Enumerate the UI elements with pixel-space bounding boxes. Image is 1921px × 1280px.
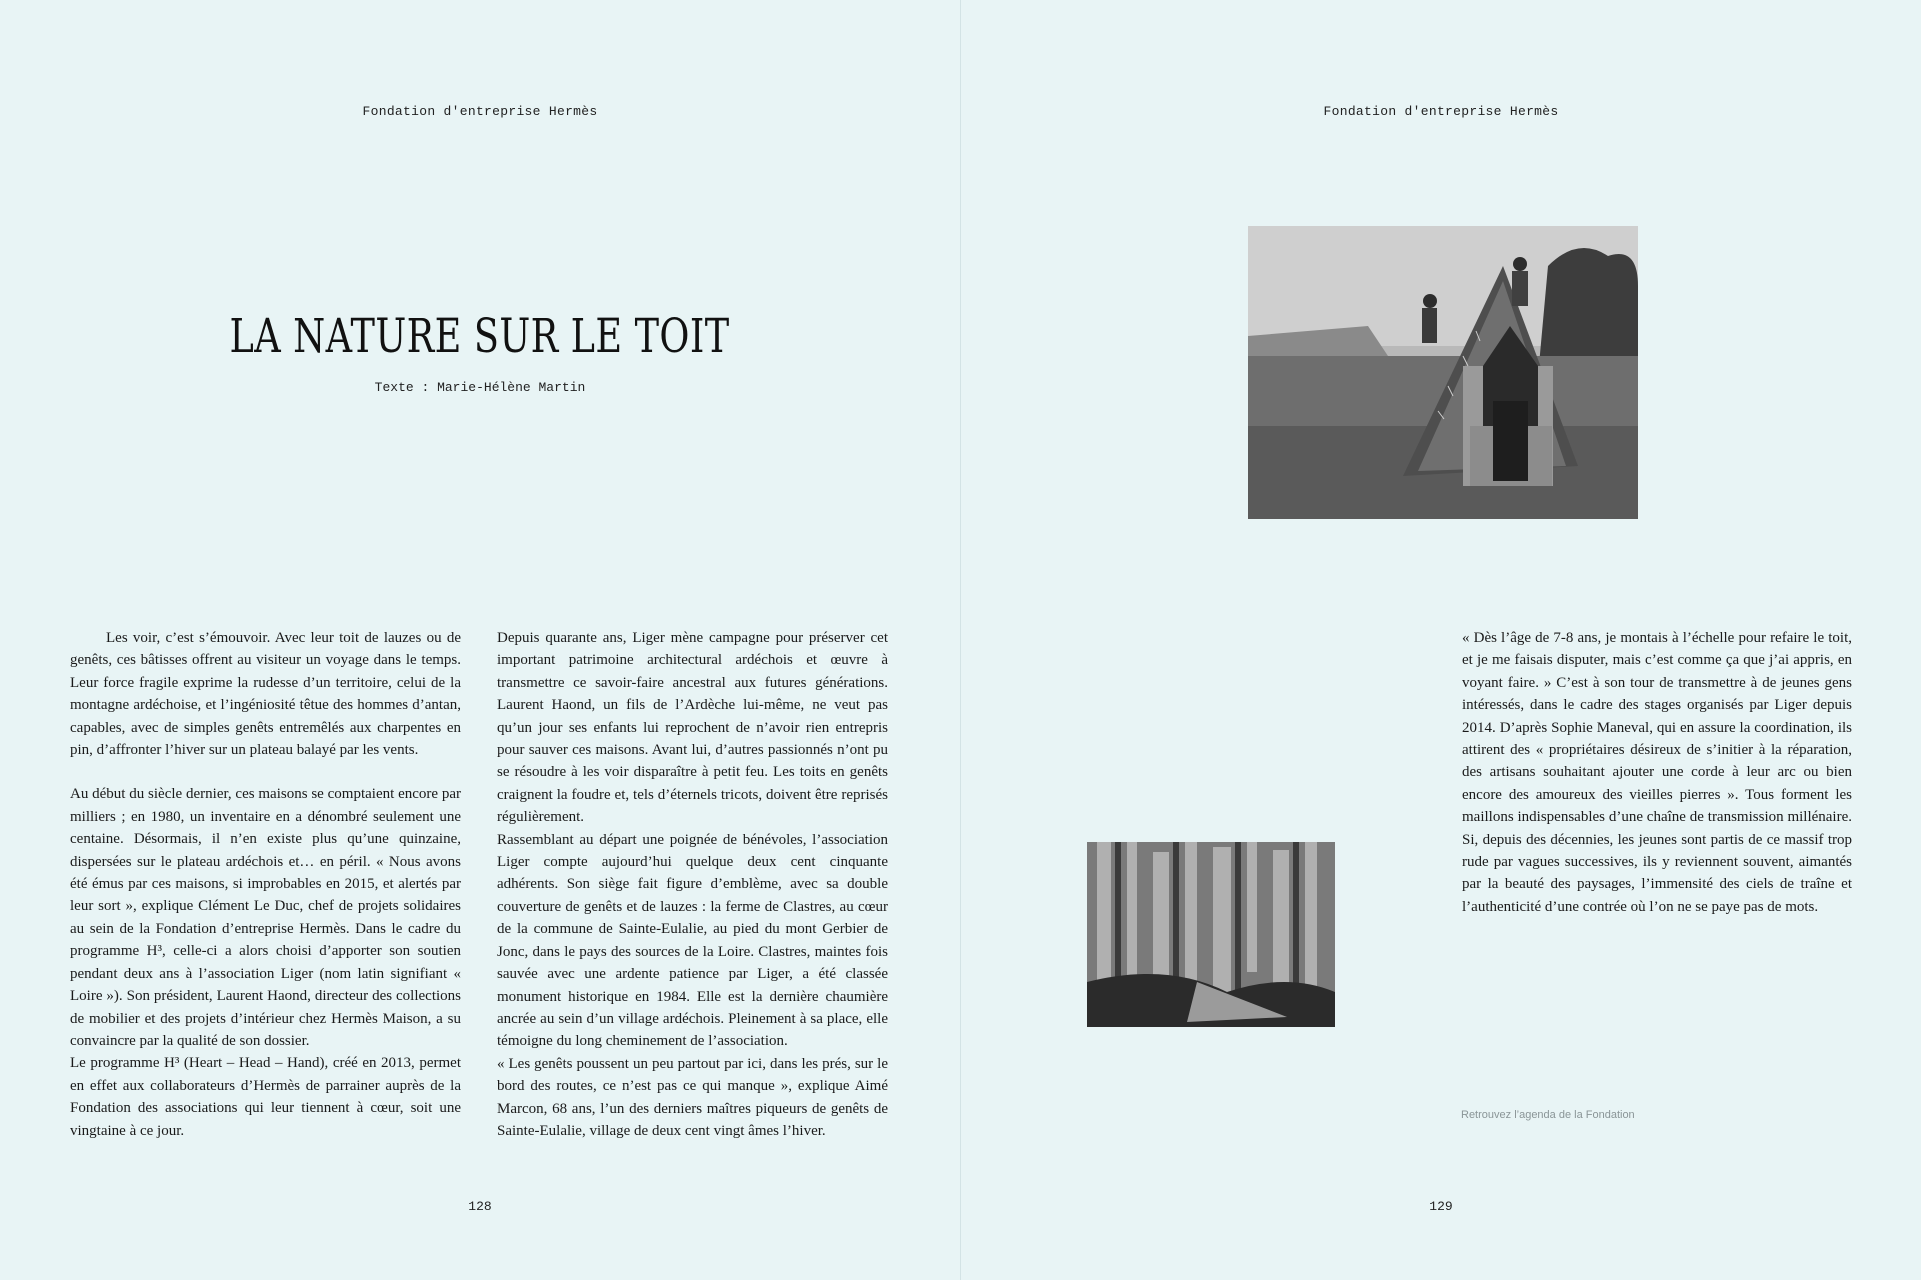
paragraph: Rassemblant au départ une poignée de bénévoles, l’association Liger compte aujourd’hui quelque deux cent cinquante adhérents. Son siège fait figure d’emblème, avec sa double couverture de genêts et de lauzes : la ferme de Clastres, au cœur de la commune de Sainte-Eulalie, au pied du mont Gerbier de Jonc, dans le pays des sources de la Loire. Clastres, maintes fois sauvée avec une ardente patience par Liger, a été classée monument historique en 1984. Elle est la dernière chaumière ancrée au sein d’un village ardéchois. Pleinement à sa place, elle témoigne du long cheminement de l’association.	[497, 831, 888, 1050]
paragraph: Depuis quarante ans, Liger mène campagne pour préserver cet important patrimoine architectural ardéchois et œuvre à transmettre ce savoir-faire ancestral aux futures générations. Laurent Haond, un fils de l’Ardèche lui-même, ne veut pas qu’un jour ses enfants lui reprochent de n’avoir rien entrepris pour sauver ces maisons. Avant lui, d’autres passionnés n’ont pu se résoudre à les voir disparaître à petit feu. Les toits en genêts craignent la foudre et, tels d’éternels tricots, doivent être reprisés régulièrement.	[497, 630, 888, 826]
left-page	[0, 0, 960, 1280]
text-column-2	[497, 627, 888, 1142]
paragraph: « Dès l’âge de 7-8 ans, je montais à l’échelle pour refaire le toit, et je me faisais disputer, mais c’est comme ça que j’ai appris, en voyant faire. » C’est à son tour de transmettre à de jeunes gens intéressés, dans le cadre des stages organisés par Liger depuis 2014. D’après Sophie Maneval, qui en assure la coordination, ils attirent des « propriétaires désireux de s’initier à la réparation, des artisans souhaitant ajouter une corde à leur arc ou bien encore des amoureux des vieilles pierres ». Tous forment les maillons indispensables d’une chaîne de transmission millénaire. Si, depuis des décennies, les jeunes sont partis de ce massif trop rude par vagues successives, ils y reviennent souvent, aimantés par la beauté des paysages, l’immensité des ciels de traîne et l’authenticité d’une contrée où l’on ne se paye pas de mots.	[1462, 630, 1852, 915]
agenda-link[interactable]: Retrouvez l’agenda de la Fondation	[1461, 1109, 1635, 1121]
byline: Texte : Marie-Hélène Martin	[374, 380, 586, 395]
paragraph: Le programme H³ (Heart – Head – Hand), créé en 2013, permet en effet aux collaborateurs d’Hermès de parrainer auprès de la Fondation des associations qui leur tiennent à cœur, soit une vingtaine à ce jour.	[70, 1055, 461, 1139]
thatched-hut-photo	[1248, 226, 1638, 519]
article-title: LA NATURE SUR LE TOIT	[229, 309, 730, 365]
running-head: Fondation d'entreprise Hermès	[362, 104, 598, 119]
paragraph: Les voir, c’est s’émouvoir. Avec leur toit de lauzes ou de genêts, ces bâtisses offrent au visiteur un voyage dans le temps. Leur force fragile exprime la rudesse d’un territoire, celui de la montagne ardéchoise, et l’ingéniosité têtue des hommes d’antan, capables, avec de simples genêts entremêlés aux charpentes en pin, d’affronter l’hiver sur un plateau balayé par les vents.	[70, 630, 461, 759]
page-number: 128	[468, 1199, 492, 1214]
text-column-3	[1462, 627, 1852, 918]
paragraph: Au début du siècle dernier, ces maisons se comptaient encore par milliers ; en 1980, un inventaire en a dénombré seulement une centaine. Désormais, il n’en existe plus qu’une quinzaine, dispersées sur le plateau ardéchois et… en péril. « Nous avons été émus par ces maisons, si improbables en 2015, et alertés par leur sort », explique Clément Le Duc, chef de projets solidaires au sein de la Fondation d’entreprise Hermès. Dans le cadre du programme H³, celle-ci a alors choisi d’apporter son soutien pendant deux ans à l’association Liger (nom latin signifiant « Loire »). Son président, Laurent Haond, directeur des collections de mobilier et des projets d’intérieur chez Hermès Maison, a su convaincre par la qualité de son dossier.	[70, 786, 461, 1049]
page-number: 129	[1429, 1199, 1453, 1214]
text-column-1	[70, 627, 461, 1142]
paragraph: « Les genêts poussent un peu partout par ici, dans les prés, sur le bord des routes, ce n’est pas ce qui manque », explique Aimé Marcon, 68 ans, l’un des derniers maîtres piqueurs de genêts de Sainte-Eulalie, village de deux cent vingt âmes l’hiver.	[497, 1055, 888, 1139]
running-head: Fondation d'entreprise Hermès	[1323, 104, 1559, 119]
broom-closeup-photo	[1087, 842, 1335, 1027]
